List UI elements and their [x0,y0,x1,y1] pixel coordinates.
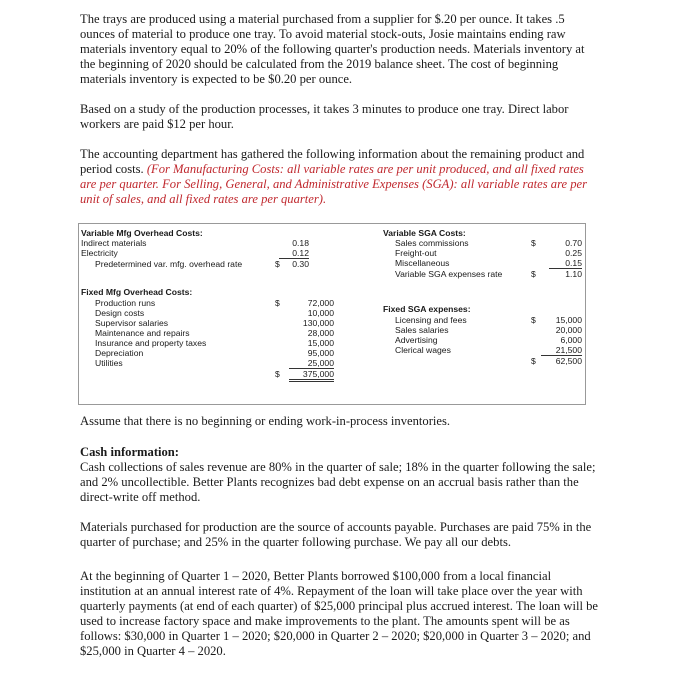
fixed-mfg-value-4: 15,000 [307,338,334,348]
var-sga-value-0: 0.70 [565,238,582,248]
cash-heading: Cash information: [80,445,180,459]
var-sga-total: 1.10 [565,269,582,279]
fixed-mfg-label-0: Production runs [95,298,156,308]
var-sga-value-2: 0.15 [549,258,582,269]
fixed-sga-first-sign: $ [531,315,536,325]
fixed-mfg-total-sign: $ [275,369,280,379]
var-sga-label-1: Freight-out [395,248,437,258]
paragraph-labor-text: Based on a study of the production processes, it takes 3 minutes to produce one tray. Direct labor workers are paid $12 per hour. [80,102,569,131]
fixed-mfg-value-6: 25,000 [289,358,334,369]
fixed-sga-label-1: Sales salaries [395,325,449,335]
fixed-mfg-value-0: 72,000 [307,298,334,308]
rate-note: (For Manufacturing Costs: all variable rates are per unit produced, and all fixed rates are per quarter. For Selling, General, and Administrative Expenses (SGA): all variable rates are per unit of sales, and all fixed rates are per quarter). [80,162,588,206]
fixed-sga-label-3: Clerical wages [395,345,451,355]
fixed-sga-heading: Fixed SGA expenses: [383,304,471,314]
fixed-sga-value-1: 20,000 [555,325,582,335]
fixed-mfg-label-6: Utilities [95,358,123,368]
paragraph-wip-text: Assume that there is no beginning or ending work-in-process inventories. [80,414,451,428]
var-sga-label-2: Miscellaneous [395,258,450,268]
var-sga-first-sign: $ [531,238,536,248]
var-mfg-total-sign: $ [275,259,280,269]
paragraph-accounting-text [80,147,600,207]
paragraph-materials [80,12,600,87]
fixed-sga-value-3: 21,500 [541,345,582,356]
fixed-mfg-label-5: Depreciation [95,348,144,358]
var-mfg-total-label: Predetermined var. mfg. overhead rate [95,259,243,269]
fixed-sga-total-sign: $ [531,356,536,366]
var-mfg-value-0: 0.18 [292,238,309,248]
var-mfg-value-1: 0.12 [279,248,309,259]
var-sga-value-1: 0.25 [565,248,582,258]
paragraph-cash [80,445,600,505]
paragraph-materials-text: The trays are produced using a material purchased from a supplier for $.20 per ounce. It takes .5 ounces of material to produce one tray. To avoid material stock-outs, Josie maintains ending raw materials inventory equal to 20% of the following quarter's production needs. Materials inventory at the beginning of 2020 should be calculated from the 2019 balance sheet. The cost of beginning materials inventory is expected to be $0.20 per ounce. [80,12,585,86]
var-sga-label-0: Sales commissions [395,238,469,248]
paragraph-loan-text: At the beginning of Quarter 1 – 2020, Better Plants borrowed $100,000 from a local financial institution at an annual interest rate of 4%. Repayment of the loan will take place over the year with quarterly payments (at end of each quarter) of $25,000 principal plus accrued interest. The loan will be used to increase factory space and make improvements to the plant. The amounts spent will be as follows: $30,000 in Quarter 1 – 2020; $20,000 in Quarter 2 – 2020; $20,000 in Quarter 3 – 2020; and $25,000 in Quarter 4 – 2020. [80,569,599,658]
var-sga-heading: Variable SGA Costs: [383,228,466,238]
fixed-mfg-label-2: Supervisor salaries [95,318,169,328]
var-mfg-total: 0.30 [292,259,309,269]
fixed-sga-label-0: Licensing and fees [395,315,467,325]
var-sga-total-label: Variable SGA expenses rate [395,269,503,279]
var-mfg-label-1: Electricity [81,248,118,258]
fixed-mfg-value-3: 28,000 [307,328,334,338]
paragraph-payables [80,520,600,550]
fixed-sga-value-0: 15,000 [555,315,582,325]
var-mfg-label-0: Indirect materials [81,238,147,248]
fixed-mfg-label-1: Design costs [95,308,145,318]
fixed-mfg-label-3: Maintenance and repairs [95,328,190,338]
fixed-sga-label-2: Advertising [395,335,438,345]
paragraph-labor [80,102,600,132]
accounting-intro: The accounting department has gathered the following information about the remaining product and period costs. [80,147,585,176]
cost-table [78,223,586,405]
fixed-sga-total: 62,500 [555,356,582,366]
fixed-mfg-value-1: 10,000 [307,308,334,318]
fixed-mfg-value-2: 130,000 [302,318,334,328]
fixed-mfg-first-sign: $ [275,298,280,308]
paragraph-wip [80,414,600,429]
fixed-sga-value-2: 6,000 [560,335,582,345]
fixed-mfg-value-5: 95,000 [307,348,334,358]
var-sga-total-sign: $ [531,269,536,279]
fixed-mfg-heading: Fixed Mfg Overhead Costs: [81,287,193,297]
fixed-mfg-total: 375,000 [289,369,334,382]
var-mfg-heading: Variable Mfg Overhead Costs: [81,228,203,238]
fixed-mfg-label-4: Insurance and property taxes [95,338,207,348]
paragraph-loan [80,569,600,659]
paragraph-accounting [80,147,600,207]
paragraph-payables-text: Materials purchased for production are the source of accounts payable. Purchases are paid 75% in the quarter of purchase; and 25% in the quarter following purchase. We pay all our debts. [80,520,592,549]
paragraph-cash-text: Cash collections of sales revenue are 80% in the quarter of sale; 18% in the quarter following the sale; and 2% uncollectible. Better Plants recognizes bad debt expense on an accrual basis rather than the direct-write off method. [80,460,596,504]
